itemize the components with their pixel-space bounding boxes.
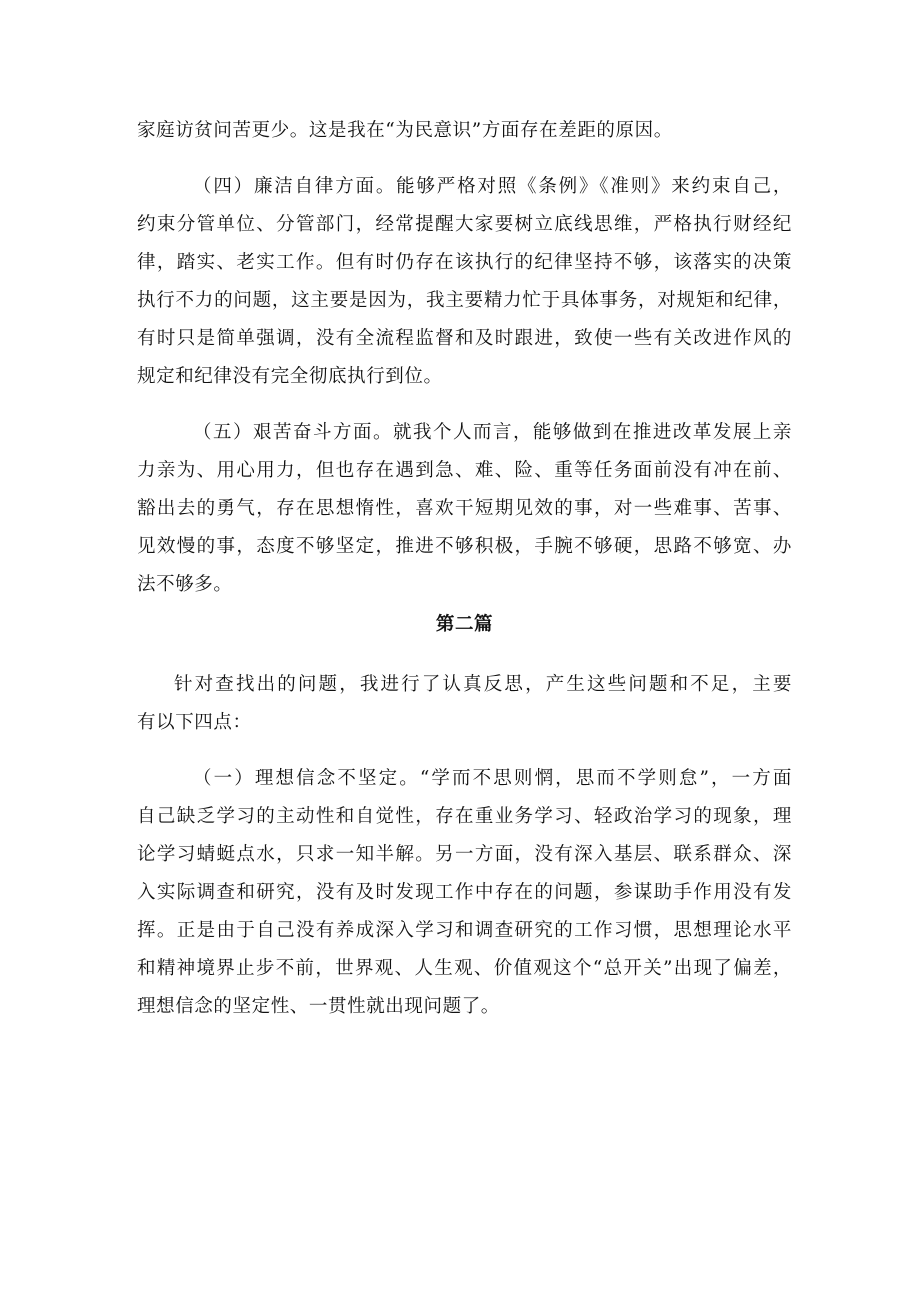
text-line: 力亲为、用心用力，但也存在遇到急、难、险、重等任务面前没有冲在前、 [137, 460, 792, 481]
text-line: （五）艰苦奋斗方面。就我个人而言，能够做到在推进改革发展上亲 [193, 422, 792, 443]
paragraph-for-the-people-conclusion [137, 112, 792, 150]
document-page [137, 112, 792, 1026]
text-line: 和精神境界止步不前，世界观、人生观、价值观这个“总开关”出现了偏差， [137, 958, 792, 979]
text-line: 律，踏实、老实工作。但有时仍存在该执行的纪律坚持不够，该落实的决策 [137, 252, 792, 273]
text-line: 入实际调查和研究，没有及时发现工作中存在的问题，参谋助手作用没有发 [137, 882, 792, 903]
paragraph-hard-work [137, 414, 792, 604]
text-line: （一）理想信念不坚定。“学而不思则惘，思而不学则怠”，一方面 [193, 768, 792, 789]
text-line: 见效慢的事，态度不够坚定，推进不够积极，手腕不够硬，思路不够宽、办 [137, 536, 792, 557]
text-line: 约束分管单位、分管部门，经常提醒大家要树立底线思维，严格执行财经纪 [137, 214, 792, 235]
text-line: 有以下四点： [137, 712, 252, 733]
section-heading: 第二篇 [435, 614, 494, 635]
text-line: 挥。正是由于自己没有养成深入学习和调查研究的工作习惯，思想理论水平 [137, 920, 792, 941]
paragraph-clean-self-discipline [137, 168, 792, 396]
text-line: 有时只是简单强调，没有全流程监督和及时跟进，致使一些有关改进作风的 [137, 328, 792, 349]
paragraph-ideals-and-beliefs [137, 760, 792, 1026]
text-line: （四）廉洁自律方面。能够严格对照《条例》《准则》来约束自己， [193, 176, 792, 197]
text-line: 法不够多。 [137, 574, 233, 595]
text-line: 执行不力的问题，这主要是因为，我主要精力忙于具体事务，对规矩和纪律， [137, 290, 792, 311]
text-line: 针对查找出的问题，我进行了认真反思，产生这些问题和不足，主要 [174, 674, 792, 695]
text-line: 理想信念的坚定性、一贯性就出现问题了。 [137, 996, 500, 1017]
text-line: 规定和纪律没有完全彻底执行到位。 [137, 366, 443, 387]
text-line: 豁出去的勇气，存在思想惰性，喜欢干短期见效的事，对一些难事、苦事、 [137, 498, 792, 519]
text-line: 自己缺乏学习的主动性和自觉性，存在重业务学习、轻政治学习的现象，理 [137, 806, 792, 827]
text-line: 家庭访贫问苦更少。这是我在“为民意识”方面存在差距的原因。 [137, 120, 673, 141]
paragraph-reflection-intro [137, 666, 792, 742]
text-line: 论学习蜻蜓点水，只求一知半解。另一方面，没有深入基层、联系群众、深 [137, 844, 792, 865]
